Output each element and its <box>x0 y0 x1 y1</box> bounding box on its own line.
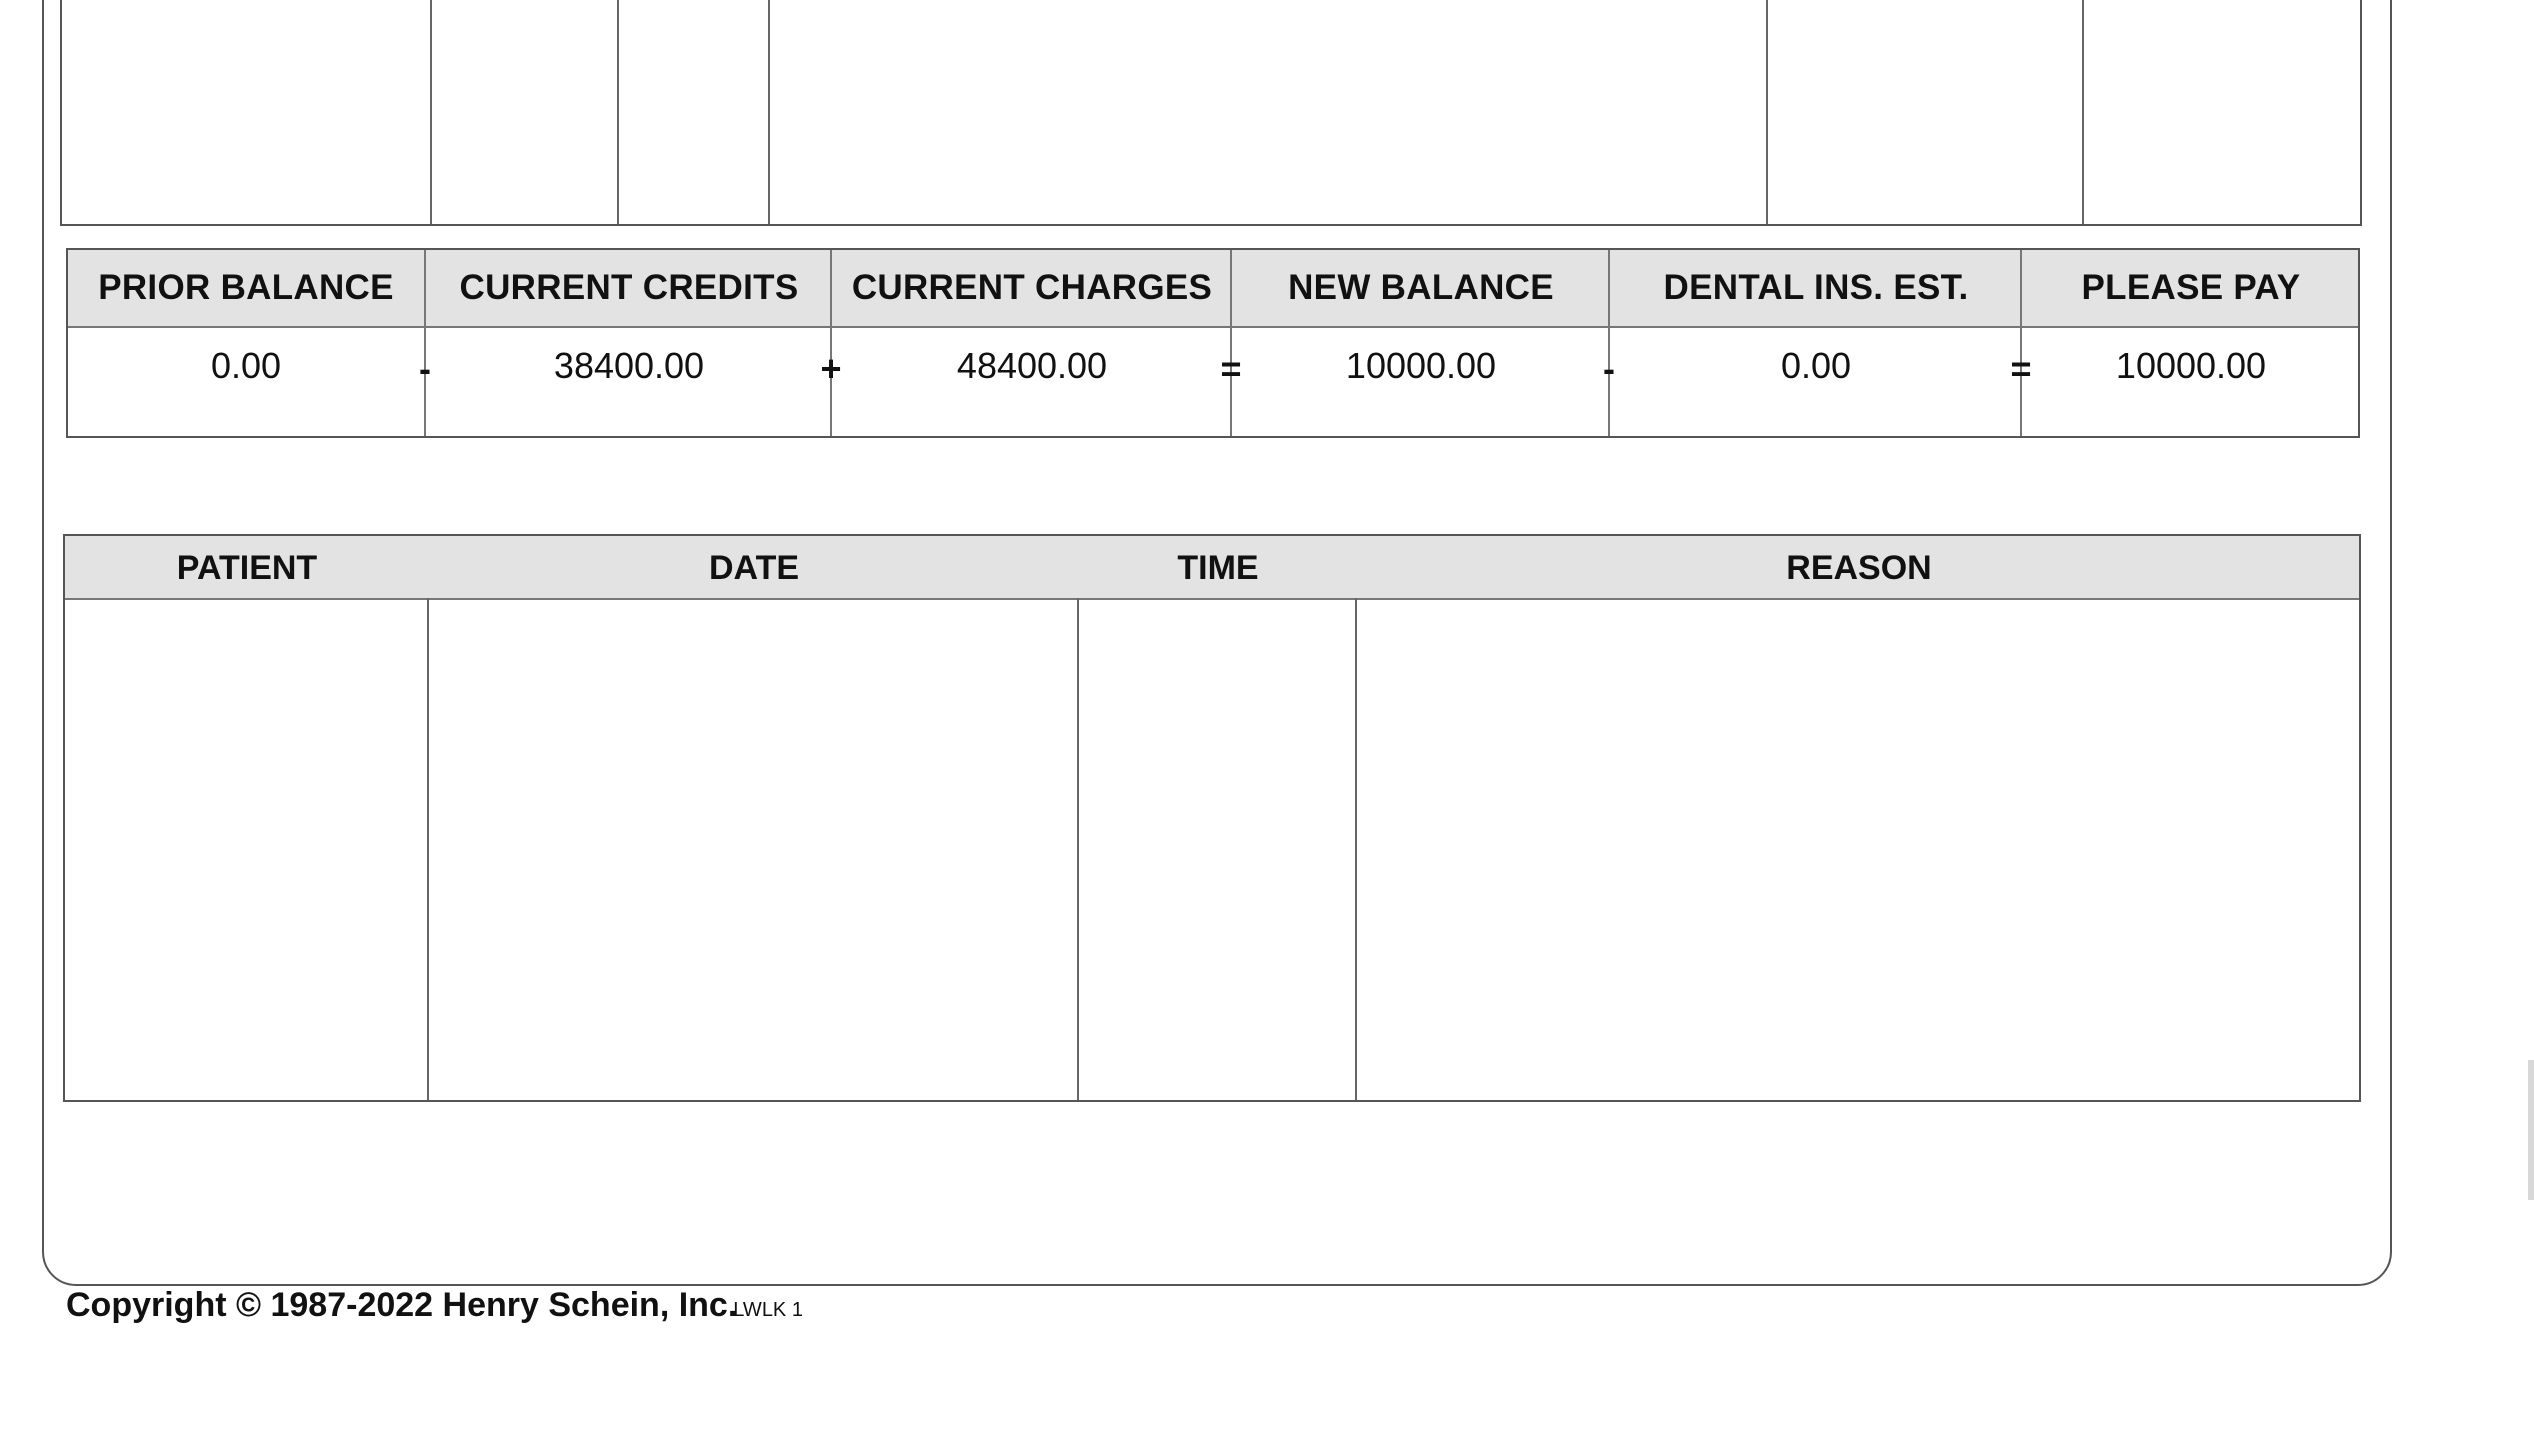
dental-ins-est-label: DENTAL INS. EST. <box>1663 268 1969 307</box>
column-divider <box>1077 598 1079 1100</box>
column-divider <box>768 0 770 224</box>
please-pay-column <box>2020 250 2360 436</box>
current-credits-column <box>424 250 832 436</box>
scan-edge-mark <box>2528 1060 2534 1200</box>
current-charges-value: 48400.00 <box>956 345 1108 386</box>
minus-operator: - <box>1603 348 1615 389</box>
column-divider <box>2082 0 2084 224</box>
plus-operator: + <box>820 348 842 389</box>
reason-header: REASON <box>1786 549 1932 587</box>
column-divider <box>427 598 429 1100</box>
column-divider <box>1766 0 1768 224</box>
column-divider <box>617 0 619 224</box>
new-balance-label: NEW BALANCE <box>1288 268 1554 307</box>
new-balance-value: 10000.00 <box>1345 345 1497 386</box>
dental-ins-est-column <box>1608 250 2022 436</box>
column-divider <box>430 0 432 224</box>
please-pay-value: 10000.00 <box>2115 345 2267 386</box>
equals-operator: = <box>2010 348 2032 389</box>
prior-balance-label: PRIOR BALANCE <box>98 268 394 307</box>
column-divider <box>1355 598 1357 1100</box>
current-credits-label: CURRENT CREDITS <box>459 268 799 307</box>
equals-operator: = <box>1220 348 1242 389</box>
current-charges-label: CURRENT CHARGES <box>851 268 1213 307</box>
top-transactions-table <box>60 0 2362 226</box>
prior-balance-column <box>68 250 424 436</box>
new-balance-column <box>1230 250 1610 436</box>
date-header: DATE <box>708 549 800 587</box>
appointments-table <box>63 534 2361 1102</box>
current-charges-column <box>830 250 1232 436</box>
dental-ins-est-value: 0.00 <box>1780 345 1852 386</box>
current-credits-value: 38400.00 <box>553 345 705 386</box>
copyright-label: Copyright © 1987-2022 Henry Schein, Inc. <box>66 1286 738 1324</box>
time-header: TIME <box>1177 549 1259 587</box>
balance-summary-table <box>66 248 2360 438</box>
prior-balance-value: 0.00 <box>210 345 282 386</box>
minus-operator: - <box>419 348 431 389</box>
copyright-text <box>66 1286 803 1325</box>
form-code: LWLK 1 <box>733 1299 803 1321</box>
please-pay-label: PLEASE PAY <box>2081 268 2301 307</box>
patient-header: PATIENT <box>176 549 318 587</box>
